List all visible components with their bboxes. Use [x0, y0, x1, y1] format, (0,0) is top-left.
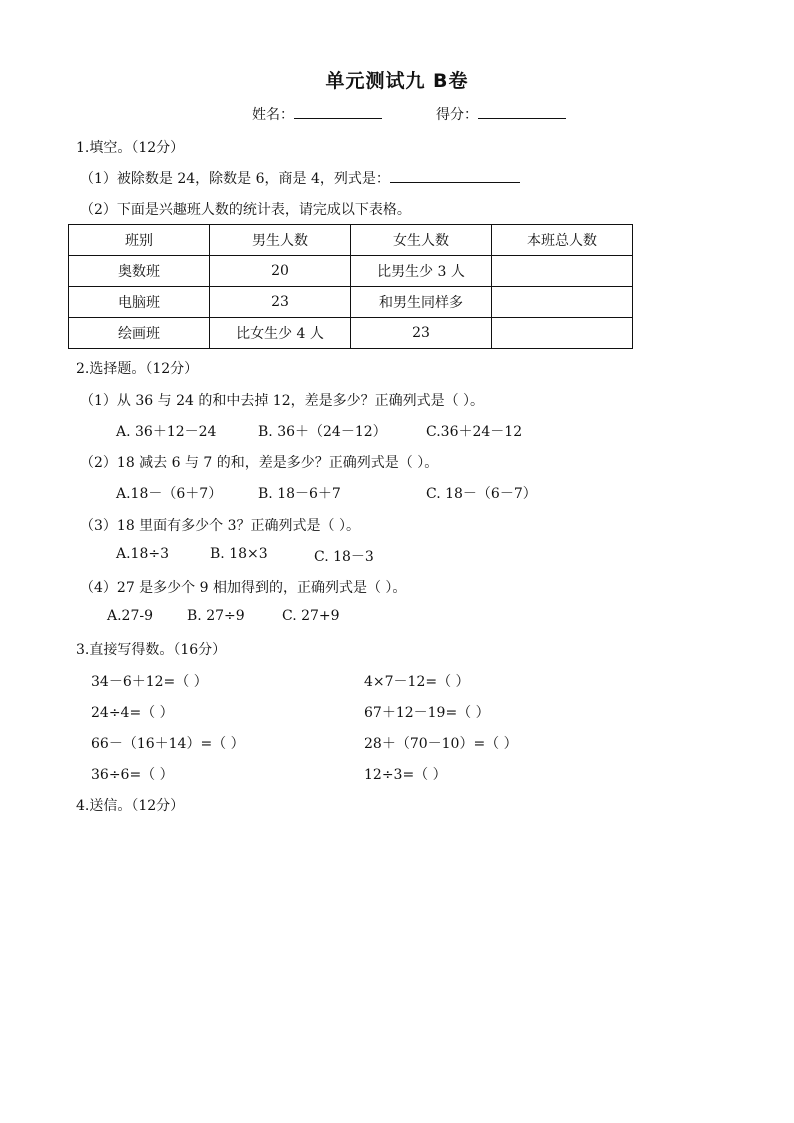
page-title: 单元测试九 B卷	[325, 70, 469, 92]
table-answer-cell[interactable]	[492, 318, 633, 349]
option-b[interactable]: B. 36＋（24－12）	[258, 424, 387, 440]
option-c[interactable]: C. 18－3	[314, 549, 374, 565]
table-cell: 比女生少 4 人	[210, 318, 351, 349]
q1-item1-text: （1）被除数是 24，除数是 6，商是 4，列式是：	[80, 171, 390, 187]
table-cell: 和男生同样多	[351, 287, 492, 318]
q2-s4: （4）27 是多少个 9 相加得到的，正确列式是（ ）。	[80, 580, 407, 596]
name-label: 姓名：	[252, 107, 294, 123]
calc-item[interactable]: 28＋（70－10）=（ ）	[364, 736, 518, 752]
table-header-row	[69, 225, 633, 256]
option-a[interactable]: A.18－（6＋7）	[116, 486, 223, 502]
option-a[interactable]: A.27-9	[107, 608, 154, 624]
table-cell: 比男生少 3 人	[351, 256, 492, 287]
calc-item[interactable]: 12÷3=（ ）	[364, 767, 447, 783]
score-blank[interactable]	[478, 104, 566, 119]
option-a[interactable]: A. 36＋12－24	[116, 424, 217, 440]
table-header-cell: 男生人数	[210, 225, 351, 256]
q2-s3: （3）18 里面有多少个 3？正确列式是（ ）。	[80, 518, 360, 534]
stats-table	[68, 224, 633, 349]
calc-item[interactable]: 4×7－12=（ ）	[364, 674, 470, 690]
q2-s1: （1）从 36 与 24 的和中去掉 12，差是多少？正确列式是（ ）。	[80, 393, 485, 409]
calc-item[interactable]: 24÷4=（ ）	[91, 705, 174, 721]
table-header-cell: 班别	[69, 225, 210, 256]
q2-s2: （2）18 减去 6 与 7 的和，差是多少？正确列式是（ ）。	[80, 455, 439, 471]
option-c[interactable]: C. 18－（6－7）	[426, 486, 537, 502]
option-a[interactable]: A.18÷3	[116, 546, 170, 562]
calc-item[interactable]: 67＋12－19=（ ）	[364, 705, 490, 721]
table-cell: 绘画班	[69, 318, 210, 349]
table-header-cell: 本班总人数	[492, 225, 633, 256]
q1-heading: 1.填空。（12分）	[76, 140, 185, 156]
score-label: 得分：	[436, 107, 478, 123]
q1-item1	[80, 168, 520, 188]
q1-item1-blank[interactable]	[390, 168, 520, 183]
table-cell: 电脑班	[69, 287, 210, 318]
option-c[interactable]: C. 27+9	[282, 608, 340, 624]
table-answer-cell[interactable]	[492, 287, 633, 318]
calc-item[interactable]: 36÷6=（ ）	[91, 767, 174, 783]
name-blank[interactable]	[294, 104, 382, 119]
table-cell: 23	[210, 287, 351, 318]
q1-item2: （2）下面是兴趣班人数的统计表，请完成以下表格。	[80, 202, 411, 218]
q2-heading: 2.选择题。（12分）	[76, 361, 199, 377]
option-b[interactable]: B. 18×3	[210, 546, 268, 562]
option-b[interactable]: B. 27÷9	[187, 608, 245, 624]
calc-item[interactable]: 66－（16＋14）=（ ）	[91, 736, 245, 752]
table-header-cell: 女生人数	[351, 225, 492, 256]
q3-heading: 3.直接写得数。（16分）	[76, 642, 227, 658]
table-row	[69, 287, 633, 318]
q4-heading: 4.送信。（12分）	[76, 798, 185, 814]
table-cell: 20	[210, 256, 351, 287]
table-cell: 23	[351, 318, 492, 349]
calc-item[interactable]: 34－6＋12=（ ）	[91, 674, 208, 690]
table-row	[69, 256, 633, 287]
option-c[interactable]: C.36＋24－12	[426, 424, 523, 440]
table-row	[69, 318, 633, 349]
score-field[interactable]	[436, 104, 566, 124]
option-b[interactable]: B. 18－6＋7	[258, 486, 341, 502]
name-field[interactable]	[252, 104, 382, 124]
table-cell: 奥数班	[69, 256, 210, 287]
table-answer-cell[interactable]	[492, 256, 633, 287]
